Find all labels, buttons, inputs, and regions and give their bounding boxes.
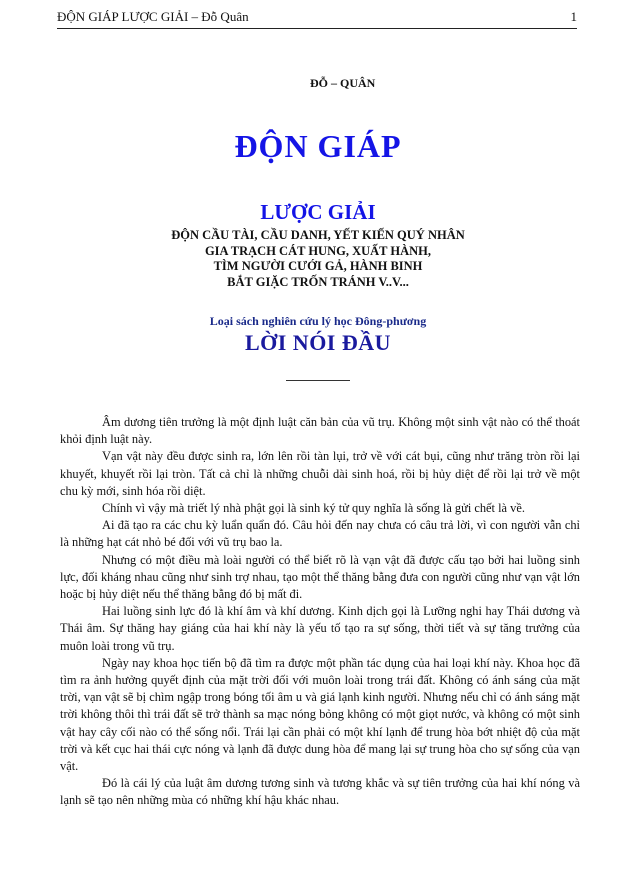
paragraph: Ngày nay khoa học tiến bộ đã tìm ra được một phần tác dụng của hai loại khí này. Khoa học đã tìm ra ảnh hưởng quyết định của mặt trời đối với muôn loài trong trái đất. Không có ánh sáng của mặt trời, vạn vật sẽ bị chìm ngập trong bóng tối âm u và giá lạnh kinh người. Nhưng nếu chỉ có ánh sáng mặt trời không thôi thì trái đất sẽ trở thành sa mạc nóng bỏng không có một giọt nước, và không có một sinh vật hay cây cối nào có thể sống nổi. Trái lại cần phải có một khí lạnh để trung hòa bớt nhiệt độ của mặt trời và kết cục hai thái cực nóng và lạnh đã được dung hòa để mang lại sự trung hòa cho sự sống của vạn vật.	[60, 655, 580, 774]
subtitle-line: ĐỘN CẦU TÀI, CẦU DANH, YẾT KIẾN QUÝ NHÂN	[171, 228, 465, 242]
subtitle-line: BẮT GIẶC TRỐN TRÁNH V..V...	[227, 274, 409, 289]
book-subtitle: LƯỢC GIẢI	[260, 200, 376, 224]
subtitle-lines	[0, 228, 636, 290]
author-name: ĐỖ – QUÂN	[310, 76, 376, 90]
page-number: 1	[570, 9, 577, 24]
paragraph: Hai luồng sinh lực đó là khí âm và khí dương. Kinh dịch gọi là Lưỡng nghi hay Thái dương và Thái âm. Sự thăng hay giáng của hai khí này là yếu tố tạo ra sự sống, thời tiết và sự tăng trưởng của muôn loài trong vũ trụ.	[60, 604, 580, 653]
book-title: ĐỘN GIÁP	[234, 128, 402, 164]
preface-body	[60, 414, 580, 810]
header-title: ĐỘN GIÁP LƯỢC GIẢI – Đỗ Quân	[57, 9, 249, 24]
paragraph: Âm dương tiên trưởng là một định luật căn bản của vũ trụ. Không một sinh vật nào có thể thoát khỏi định luật này.	[60, 415, 580, 447]
paragraph: Vạn vật này đều được sinh ra, lớn lên rồi tàn lụi, trở về với cát bụi, cũng như trăng tròn rồi lại khuyết, khuyết rồi lại tròn. Tất cả chỉ là những chuỗi dài sinh hoá, rồi bị hủy diệt để rồi lại trở về một chu kỳ mới, sinh hóa rồi diệt.	[60, 449, 580, 498]
paragraph: Đó là cái lý của luật âm dương tương sinh và tương khắc và sự tiên trưởng của hai khí nóng và lạnh sẽ tạo nên những mùa có những khí hậu khác nhau.	[60, 776, 580, 808]
book-type: Loại sách nghiên cứu lý học Đông-phương	[209, 314, 427, 328]
preface-heading: LỜI NÓI ĐẦU	[244, 330, 392, 355]
divider	[286, 380, 350, 381]
page-header	[57, 6, 577, 29]
subtitle-line: TÌM NGƯỜI CƯỚI GẢ, HÀNH BINH	[213, 259, 423, 273]
paragraph: Ai đã tạo ra các chu kỳ luẩn quẩn đó. Câu hỏi đến nay chưa có câu trả lời, vì con người vẫn chỉ là những hạt cát nhỏ bé đối với vũ trụ bao la.	[60, 518, 580, 550]
paragraph: Nhưng có một điều mà loài người có thể biết rõ là vạn vật đã được cấu tạo bởi hai luồng sinh lực, đối kháng nhau cũng như sinh trợ nhau, tạo một thể thăng bằng đưa con người cũng như vạn vật lớn hoặc bị hủy diệt nếu thể thăng bằng đó bị mất đi.	[60, 552, 580, 602]
subtitle-line: GIA TRẠCH CÁT HUNG, XUẤT HÀNH,	[204, 243, 432, 258]
paragraph: Chính vì vậy mà triết lý nhà phật gọi là sinh ký tử quy nghĩa là sống là gửi chết là về.	[102, 501, 525, 516]
